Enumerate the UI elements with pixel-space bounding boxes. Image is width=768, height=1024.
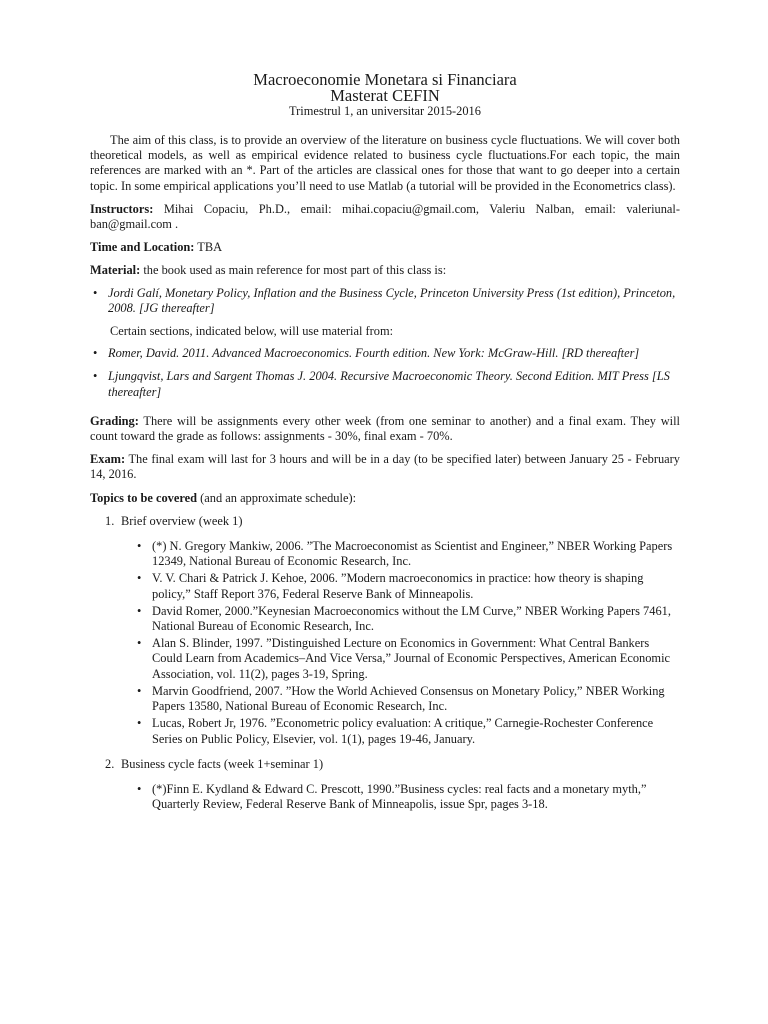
list-item: [137, 636, 680, 682]
material-paragraph: [90, 263, 680, 278]
topics-list: [90, 514, 680, 812]
topic-item: [105, 757, 680, 813]
topic-title: Business cycle facts (week 1+seminar 1): [121, 756, 324, 771]
bullet-icon: •: [137, 539, 142, 554]
list-item: [137, 683, 680, 714]
list-item: [93, 369, 680, 399]
document-subtitle: Masterat CEFIN: [330, 86, 440, 105]
list-item: [93, 285, 680, 316]
bullet-icon: •: [137, 683, 142, 698]
reference-text: Lucas, Robert Jr, 1976. ”Econometric policy evaluation: A critique,” Carnegie-Rochester Conference Series on Public Policy, Elsevier, vol. 1(1), pages 19-46, January.: [152, 716, 654, 746]
exam-paragraph: [90, 452, 680, 482]
reference-text: (*)Finn E. Kydland & Edward C. Prescott, 1990.”Business cycles: real facts and a monetary myth,” Quarterly Review, Federal Reserve Bank of Minneapolis, issue Spr, pages 3-18.: [152, 781, 647, 812]
bullet-icon: •: [137, 603, 142, 618]
other-material-intro: Certain sections, indicated below, will use material from:: [110, 324, 394, 339]
reference-text: Ljungqvist, Lars and Sargent Thomas J. 2004. Recursive Macroeconomic Theory. Second Edition. MIT Press [LS thereafter]: [108, 369, 670, 399]
time-location-label: Time and Location:: [90, 240, 195, 255]
exam-label: Exam:: [90, 452, 126, 467]
bullet-icon: •: [137, 781, 142, 796]
bullet-icon: •: [137, 716, 142, 731]
reference-text: David Romer, 2000.”Keynesian Macroeconomics without the LM Curve,” NBER Working Papers 7461, National Bureau of Economic Research, Inc.: [152, 603, 671, 634]
bullet-icon: •: [137, 636, 142, 651]
time-location-text: TBA: [197, 240, 223, 255]
list-item: [137, 571, 680, 601]
grading-label: Grading:: [90, 413, 139, 428]
document-header: [90, 72, 680, 119]
reference-text: (*) N. Gregory Mankiw, 2006. ”The Macroeconomist as Scientist and Engineer,” NBER Working Papers 12349, National Bureau of Economic Research, Inc.: [152, 539, 673, 569]
document-title: Macroeconomie Monetara si Financiara: [253, 70, 517, 89]
instructors-paragraph: [90, 202, 680, 232]
topic-reference-list: [137, 781, 680, 812]
reference-text: Jordi Galí, Monetary Policy, Inflation and the Business Cycle, Princeton University Press (1st edition), Princeton, 2008. [JG thereafter]: [108, 285, 676, 315]
topic-number: 1.: [105, 513, 115, 528]
material-label: Material:: [90, 263, 141, 278]
bullet-icon: •: [93, 285, 98, 300]
reference-text: Alan S. Blinder, 1997. ”Distinguished Lecture on Economics in Government: What Central Bankers Could Learn from Academics–And Vice Versa,” Journal of Economic Perspectives, American Economic Association, vol. 11(2), pages 3-19, Spring.: [152, 636, 671, 681]
reference-text: V. V. Chari & Patrick J. Kehoe, 2006. ”Modern macroeconomics in practice: how theory is shaping policy,” Staff Report 376, Federal Reserve Bank of Minneapolis.: [152, 571, 644, 601]
other-reference-list: [93, 346, 680, 400]
list-item: [137, 539, 680, 569]
topic-item: [105, 514, 680, 747]
bullet-icon: •: [137, 571, 142, 586]
list-item: [137, 781, 680, 812]
material-text: the book used as main reference for most part of this class is:: [143, 263, 447, 278]
intro-paragraph: The aim of this class, is to provide an overview of the literature on business cycle fluctuations. We will cover both theoretical models, as well as empirical evidence related to business cycle fluctuations.For each topic, the main references are marked with an *. Part of the articles are classical ones for those that want to go deeper into a certain topic. In some empirical applications you’ll need to use Matlab (a tutorial will be provided in the Econometrics class).: [90, 133, 680, 193]
topic-number: 2.: [105, 756, 115, 771]
topic-reference-list: [137, 539, 680, 747]
topics-paragraph: [90, 491, 680, 506]
exam-text: The final exam will last for 3 hours and will be in a day (to be specified later) between January 25 - February 14, 2016.: [90, 452, 680, 482]
topic-title: Brief overview (week 1): [121, 513, 243, 528]
grading-paragraph: [90, 414, 680, 444]
list-item: [137, 603, 680, 634]
reference-text: Marvin Goodfriend, 2007. ”How the World Achieved Consensus on Monetary Policy,” NBER Working Papers 13580, National Bureau of Economic Research, Inc.: [152, 683, 665, 714]
instructors-text: Mihai Copaciu, Ph.D., email: mihai.copaciu@gmail.com, Valeriu Nalban, email: valeriunal-ban@gmail.com .: [90, 201, 680, 232]
topics-text: (and an approximate schedule):: [200, 490, 357, 505]
reference-text: Romer, David. 2011. Advanced Macroeconomics. Fourth edition. New York: McGraw-Hill. [RD thereafter]: [108, 346, 640, 361]
grading-text: There will be assignments every other week (from one seminar to another) and a final exam. They will count toward the grade as follows: assignments - 30%, final exam - 70%.: [90, 413, 680, 444]
syllabus-page: [90, 72, 680, 814]
document-term: Trimestrul 1, an universitar 2015-2016: [289, 104, 481, 118]
bullet-icon: •: [93, 346, 98, 361]
time-location-paragraph: [90, 240, 680, 255]
instructors-label: Instructors:: [90, 201, 154, 216]
main-reference-list: [93, 285, 680, 316]
topics-label: Topics to be covered: [90, 490, 198, 505]
list-item: [137, 716, 680, 746]
list-item: [93, 346, 680, 361]
bullet-icon: •: [93, 369, 98, 384]
